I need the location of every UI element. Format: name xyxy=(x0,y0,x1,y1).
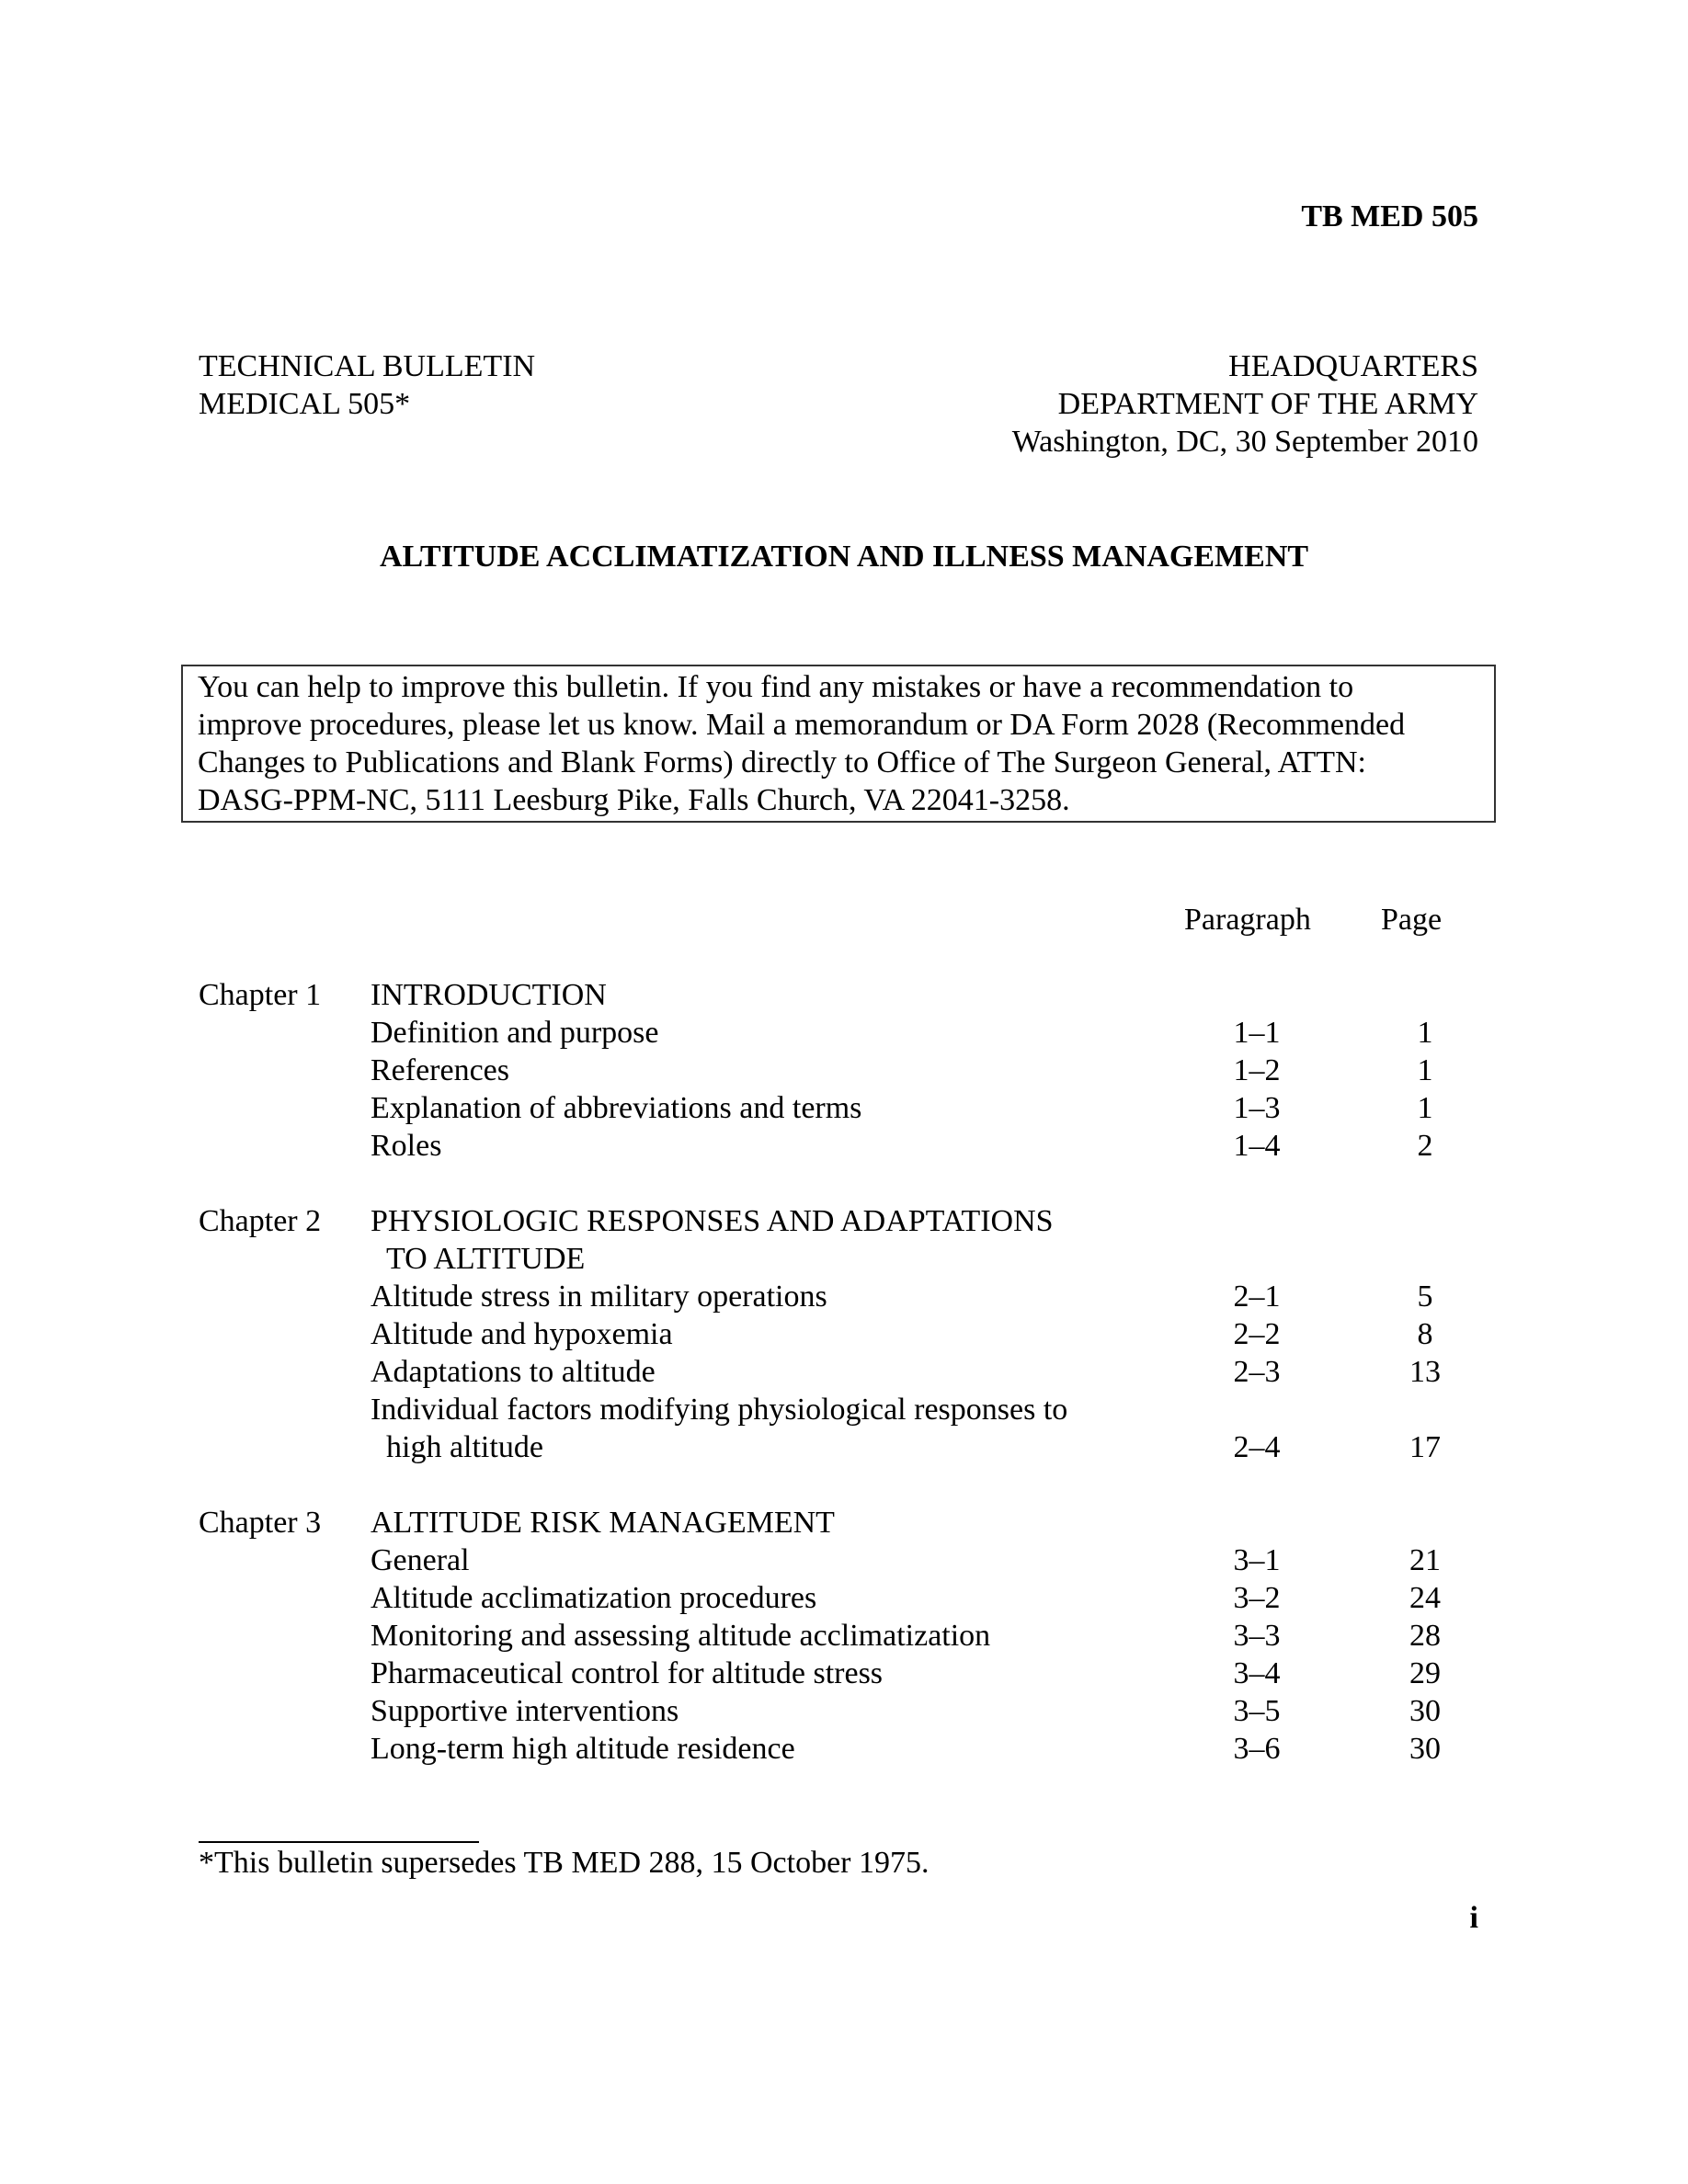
entry-page: 29 xyxy=(1409,1656,1441,1690)
entry-page: 21 xyxy=(1409,1543,1441,1577)
header-left-line: TECHNICAL BULLETIN xyxy=(199,349,536,383)
toc-entry xyxy=(0,1315,1688,1353)
entry-page: 1 xyxy=(1417,1053,1433,1087)
entry-title-line: Altitude acclimatization procedures xyxy=(371,1581,817,1615)
chapter-title xyxy=(371,1202,1054,1278)
entry-title xyxy=(371,1391,1067,1428)
entry-paragraph: 1–2 xyxy=(1233,1053,1281,1087)
entry-title-line: Monitoring and assessing altitude acclimatization xyxy=(371,1619,991,1653)
entry-title xyxy=(371,1541,470,1579)
chapter-label: Chapter 3 xyxy=(199,1506,322,1540)
entry-title-line: Pharmaceutical control for altitude stress xyxy=(371,1656,884,1690)
entry-title xyxy=(371,1014,659,1052)
entry-paragraph: 3–6 xyxy=(1233,1732,1281,1766)
entry-paragraph: 1–1 xyxy=(1233,1016,1281,1050)
header-left-line: MEDICAL 505* xyxy=(199,387,411,421)
entry-paragraph: 2–1 xyxy=(1233,1280,1281,1314)
entry-paragraph: 2–4 xyxy=(1233,1430,1281,1464)
toc-entry xyxy=(0,1127,1688,1165)
toc-entry xyxy=(0,1391,1688,1428)
entry-page: 1 xyxy=(1417,1091,1433,1125)
entry-paragraph: 3–2 xyxy=(1233,1581,1281,1615)
entry-paragraph: 3–5 xyxy=(1233,1694,1281,1728)
toc-entry xyxy=(0,1617,1688,1655)
toc-entry xyxy=(0,1730,1688,1768)
entry-title-line: Explanation of abbreviations and terms xyxy=(371,1091,862,1125)
entry-title-line: Individual factors modifying physiological responses to xyxy=(371,1393,1068,1427)
chapter-title-line: ALTITUDE RISK MANAGEMENT xyxy=(371,1506,835,1540)
entry-title-line: high altitude xyxy=(386,1430,543,1464)
entry-page: 5 xyxy=(1417,1280,1433,1314)
chapter-title xyxy=(371,976,607,1014)
entry-title xyxy=(371,1655,883,1692)
chapter-title-line: TO ALTITUDE xyxy=(386,1242,586,1276)
entry-title-line: Roles xyxy=(371,1129,442,1163)
entry-title-line: Definition and purpose xyxy=(371,1016,659,1050)
entry-paragraph: 3–4 xyxy=(1233,1656,1281,1690)
chapter-label: Chapter 1 xyxy=(199,978,322,1012)
entry-title xyxy=(371,1052,509,1089)
entry-page: 24 xyxy=(1409,1581,1441,1615)
entry-title-line: Altitude stress in military operations xyxy=(371,1280,827,1314)
footnote-rule xyxy=(199,1841,479,1843)
entry-paragraph: 2–3 xyxy=(1233,1355,1281,1389)
entry-title-line: Altitude and hypoxemia xyxy=(371,1317,673,1351)
toc-entry xyxy=(0,1692,1688,1730)
entry-title xyxy=(371,1315,673,1353)
toc-header-page: Page xyxy=(1381,903,1443,937)
entry-page: 8 xyxy=(1417,1317,1433,1351)
entry-title-line: General xyxy=(371,1543,470,1577)
chapter-label: Chapter 2 xyxy=(199,1204,322,1238)
entry-title-line: Adaptations to altitude xyxy=(371,1355,656,1389)
toc-entry xyxy=(0,1541,1688,1579)
entry-paragraph: 1–4 xyxy=(1233,1129,1281,1163)
entry-title xyxy=(371,1428,543,1466)
entry-page: 28 xyxy=(1409,1619,1441,1653)
entry-page: 17 xyxy=(1409,1430,1441,1464)
toc-entry xyxy=(0,1579,1688,1617)
entry-title xyxy=(371,1579,816,1617)
entry-title-line: Supportive interventions xyxy=(371,1694,679,1728)
document-title: ALTITUDE ACCLIMATIZATION AND ILLNESS MANAGEMENT xyxy=(379,540,1309,574)
chapter-title xyxy=(371,1504,835,1541)
toc-entry xyxy=(0,1655,1688,1692)
entry-paragraph: 1–3 xyxy=(1233,1091,1281,1125)
notice-line: You can help to improve this bulletin. If you find any mistakes or have a recommendation to xyxy=(198,670,1354,704)
entry-title xyxy=(371,1692,679,1730)
entry-title xyxy=(371,1353,656,1391)
entry-page: 30 xyxy=(1409,1732,1441,1766)
notice-line: DASG-PPM-NC, 5111 Leesburg Pike, Falls Church, VA 22041-3258. xyxy=(198,783,1070,817)
entry-page: 13 xyxy=(1409,1355,1441,1389)
header-left xyxy=(199,347,535,423)
footnote: *This bulletin supersedes TB MED 288, 15 October 1975. xyxy=(199,1846,930,1880)
notice-line: Changes to Publications and Blank Forms) directly to Office of The Surgeon General, ATTN: xyxy=(198,745,1366,779)
entry-title xyxy=(371,1617,990,1655)
header-right-line: DEPARTMENT OF THE ARMY xyxy=(1057,387,1478,421)
toc-entry xyxy=(0,1278,1688,1315)
entry-paragraph: 3–3 xyxy=(1233,1619,1281,1653)
header-right xyxy=(1012,347,1478,461)
chapter-title-line: PHYSIOLOGIC RESPONSES AND ADAPTATIONS xyxy=(371,1204,1054,1238)
toc-entry xyxy=(0,1089,1688,1127)
entry-paragraph: 3–1 xyxy=(1233,1543,1281,1577)
entry-title xyxy=(371,1127,441,1165)
entry-page: 1 xyxy=(1417,1016,1433,1050)
entry-title xyxy=(371,1278,827,1315)
page-number: i xyxy=(1469,1901,1478,1935)
entry-title xyxy=(371,1089,861,1127)
entry-paragraph: 2–2 xyxy=(1233,1317,1281,1351)
toc-entry xyxy=(0,1014,1688,1052)
entry-title-line: References xyxy=(371,1053,510,1087)
entry-title xyxy=(371,1730,795,1768)
chapter-title-line: INTRODUCTION xyxy=(371,978,607,1012)
notice-box xyxy=(181,665,1496,823)
header-right-line: Washington, DC, 30 September 2010 xyxy=(1011,425,1478,459)
toc-entry xyxy=(0,1353,1688,1391)
notice-line: improve procedures, please let us know. Mail a memorandum or DA Form 2028 (Recommended xyxy=(198,708,1406,742)
entry-page: 2 xyxy=(1417,1129,1433,1163)
entry-page: 30 xyxy=(1409,1694,1441,1728)
toc-header-paragraph: Paragraph xyxy=(1184,903,1311,937)
header-right-line: HEADQUARTERS xyxy=(1228,349,1478,383)
toc-entry xyxy=(0,1052,1688,1089)
document-id: TB MED 505 xyxy=(1301,199,1478,233)
toc-entry-continuation xyxy=(0,1428,1688,1466)
entry-title-line: Long-term high altitude residence xyxy=(371,1732,795,1766)
